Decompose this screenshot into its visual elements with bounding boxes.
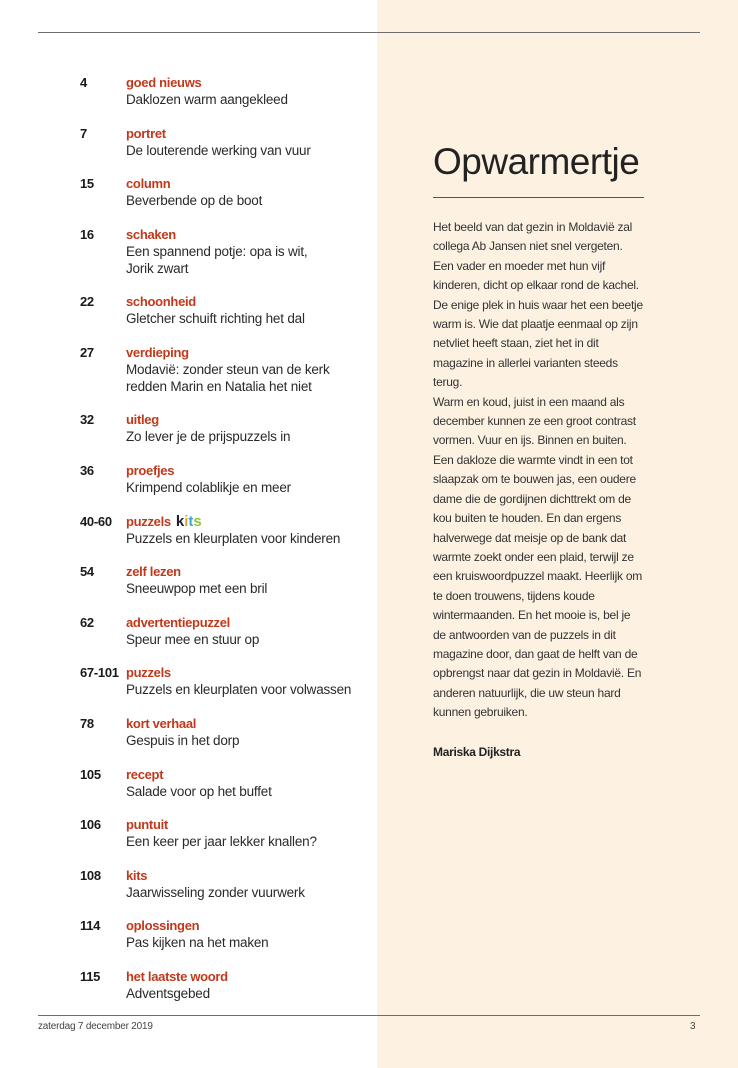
toc-page-number: 40-60 <box>80 513 112 529</box>
toc-page-number: 62 <box>80 614 94 630</box>
toc-item <box>80 564 360 615</box>
toc-category <box>126 918 360 934</box>
toc-page-number: 114 <box>80 918 101 934</box>
toc-category-label: oplossingen <box>126 918 200 934</box>
toc-entry <box>126 716 360 767</box>
toc-page-number: 16 <box>80 226 94 242</box>
toc-entry <box>126 176 360 227</box>
kits-logo-letter: i <box>184 512 189 530</box>
toc-item <box>80 126 360 177</box>
toc-page-number: 36 <box>80 462 94 478</box>
toc-item <box>80 412 360 463</box>
toc-item <box>80 294 360 345</box>
toc-description: Modavië: zonder steun van de kerk redden Marin en Natalia het niet <box>126 361 330 394</box>
toc-entry <box>126 767 360 818</box>
toc-item <box>80 615 360 666</box>
toc-entry <box>126 227 360 295</box>
toc-description: Speur mee en stuur op <box>126 631 260 647</box>
toc-category-label: advertentiepuzzel <box>126 614 230 630</box>
toc-page-number: 115 <box>80 968 101 984</box>
toc-entry <box>126 463 360 514</box>
footer-date: zaterdag 7 december 2019 <box>38 1021 153 1032</box>
toc-category <box>126 564 360 580</box>
toc-category-label: goed nieuws <box>126 75 202 90</box>
toc-category-label: uitleg <box>126 412 159 428</box>
toc-description: Salade voor op het buffet <box>126 783 272 799</box>
toc-item <box>80 969 360 1020</box>
toc-page-number: 22 <box>80 294 94 310</box>
toc-entry <box>126 615 360 666</box>
toc-item <box>80 463 360 514</box>
editorial-body: Het beeld van dat gezin in Moldavië zal collega Ab Jansen niet snel vergeten. Een vader en moeder met hun vijf kinderen, dicht op elkaar rond de kachel. De enige plek in huis waar het een beetje warm is. Wie dat plaatje eenmaal op zijn netvliet heeft staan, ziet het in dit magazine in allerlei varianten steeds terug. Warm en koud, juist in een maand als december kunnen ze een groot contrast vormen. Vuur en ijs. Binnen en buiten. Een dakloze die warmte vindt in een tot slaapzak om te bouwen jas, een oudere dame die de gordijnen dichttrekt om de kou buiten te houden. En dan ergens halverwege dat meisje op de bank dat warmte zoekt onder een plaid, terwijl ze een kruiswoordpuzzel maakt. Heerlijk om te doen trouwens, tijdens koude wintermaanden. En het mooie is, bel je de antwoorden van de puzzels in dit magazine door, dan gaat de helft van de opbrengst naar dat gezin in Moldavië. En anderen natuurlijk, die uw steun hard kunnen gebruiken. <box>433 220 643 720</box>
kits-logo-icon <box>175 512 202 530</box>
toc-item <box>80 514 360 565</box>
toc-category <box>126 294 360 310</box>
toc-category-label: recept <box>126 766 164 782</box>
toc-description: Een keer per jaar lekker knallen? <box>126 834 317 850</box>
toc-description: Daklozen warm aangekleed <box>126 92 288 107</box>
toc-description: Beverbende op de boot <box>126 193 263 209</box>
toc-entry <box>126 514 360 565</box>
page-number: 3 <box>690 1021 696 1032</box>
toc-category <box>126 716 360 732</box>
toc-description: Zo lever je de prijspuzzels in <box>126 429 291 445</box>
toc-item <box>80 716 360 767</box>
toc-item <box>80 767 360 818</box>
toc-category <box>126 75 360 91</box>
toc-page-number: 67-101 <box>80 665 119 681</box>
toc-description: Jaarwisseling zonder vuurwerk <box>126 884 305 900</box>
toc-page-number: 108 <box>80 867 101 883</box>
kits-logo-letter: k <box>175 512 185 530</box>
toc-category-label: kort verhaal <box>126 715 197 731</box>
toc-description: Pas kijken na het maken <box>126 935 269 951</box>
toc-entry <box>126 564 360 615</box>
toc-item <box>80 345 360 413</box>
toc-page-number: 32 <box>80 412 94 428</box>
table-of-contents <box>80 75 360 1020</box>
toc-entry <box>126 918 360 969</box>
toc-category <box>126 227 360 243</box>
toc-category-label: verdieping <box>126 344 189 360</box>
toc-category-label: proefjes <box>126 462 175 478</box>
toc-category-label: schoonheid <box>126 294 196 310</box>
toc-entry <box>126 665 360 716</box>
toc-category <box>126 345 360 361</box>
toc-category-label: column <box>126 176 171 192</box>
toc-category <box>126 868 360 884</box>
toc-category <box>126 176 360 192</box>
toc-description: Gespuis in het dorp <box>126 732 240 748</box>
toc-description: Gletcher schuift richting het dal <box>126 311 305 327</box>
toc-item <box>80 227 360 295</box>
toc-category <box>126 412 360 428</box>
toc-description: De louterende werking van vuur <box>126 142 311 158</box>
toc-page-number: 78 <box>80 715 94 731</box>
toc-item <box>80 918 360 969</box>
editorial-author: Mariska Dijkstra <box>433 744 521 759</box>
toc-page-number: 4 <box>80 75 87 90</box>
toc-category-label: schaken <box>126 226 176 242</box>
toc-page-number: 15 <box>80 176 94 192</box>
kits-logo-letter: s <box>193 512 202 530</box>
toc-description: Een spannend potje: opa is wit, Jorik zwart <box>126 243 308 276</box>
toc-item <box>80 817 360 868</box>
toc-entry <box>126 817 360 868</box>
toc-entry <box>126 412 360 463</box>
toc-category <box>126 665 360 681</box>
toc-category-label: portret <box>126 125 166 141</box>
toc-category <box>126 615 360 631</box>
toc-item <box>80 665 360 716</box>
toc-item <box>80 176 360 227</box>
toc-category <box>126 969 360 985</box>
toc-description: Sneeuwpop met een bril <box>126 581 268 597</box>
toc-item <box>80 868 360 919</box>
toc-entry <box>126 294 360 345</box>
bottom-divider <box>38 1015 700 1016</box>
title-divider <box>433 197 644 198</box>
toc-description: Adventsgebed <box>126 985 210 1001</box>
toc-page-number: 27 <box>80 344 94 360</box>
toc-description: Krimpend colablikje en meer <box>126 479 291 495</box>
toc-category <box>126 767 360 783</box>
toc-category <box>126 126 360 142</box>
toc-category-label: het laatste woord <box>126 968 228 984</box>
toc-description: Puzzels en kleurplaten voor volwassen <box>126 682 352 698</box>
toc-page-number: 54 <box>80 564 94 580</box>
editorial <box>433 140 645 759</box>
editorial-title: Opwarmertje <box>433 141 640 182</box>
toc-entry <box>126 345 360 413</box>
kits-logo-letter: t <box>188 512 194 530</box>
toc-entry <box>126 126 360 177</box>
toc-item <box>80 75 360 126</box>
toc-page-number: 7 <box>80 125 87 141</box>
toc-category <box>126 817 360 833</box>
toc-category-label: puntuit <box>126 817 168 833</box>
toc-entry <box>126 75 360 126</box>
toc-page-number: 105 <box>80 766 101 782</box>
toc-category <box>126 514 360 530</box>
toc-category-label: kits <box>126 867 148 883</box>
top-divider <box>38 32 700 33</box>
toc-category <box>126 463 360 479</box>
toc-category-label: puzzels <box>126 665 171 681</box>
toc-category-label: puzzels <box>126 513 171 529</box>
toc-entry <box>126 969 360 1020</box>
toc-description: Puzzels en kleurplaten voor kinderen <box>126 530 341 546</box>
toc-category-label: zelf lezen <box>126 564 181 580</box>
toc-page-number: 106 <box>80 817 101 833</box>
toc-entry <box>126 868 360 919</box>
